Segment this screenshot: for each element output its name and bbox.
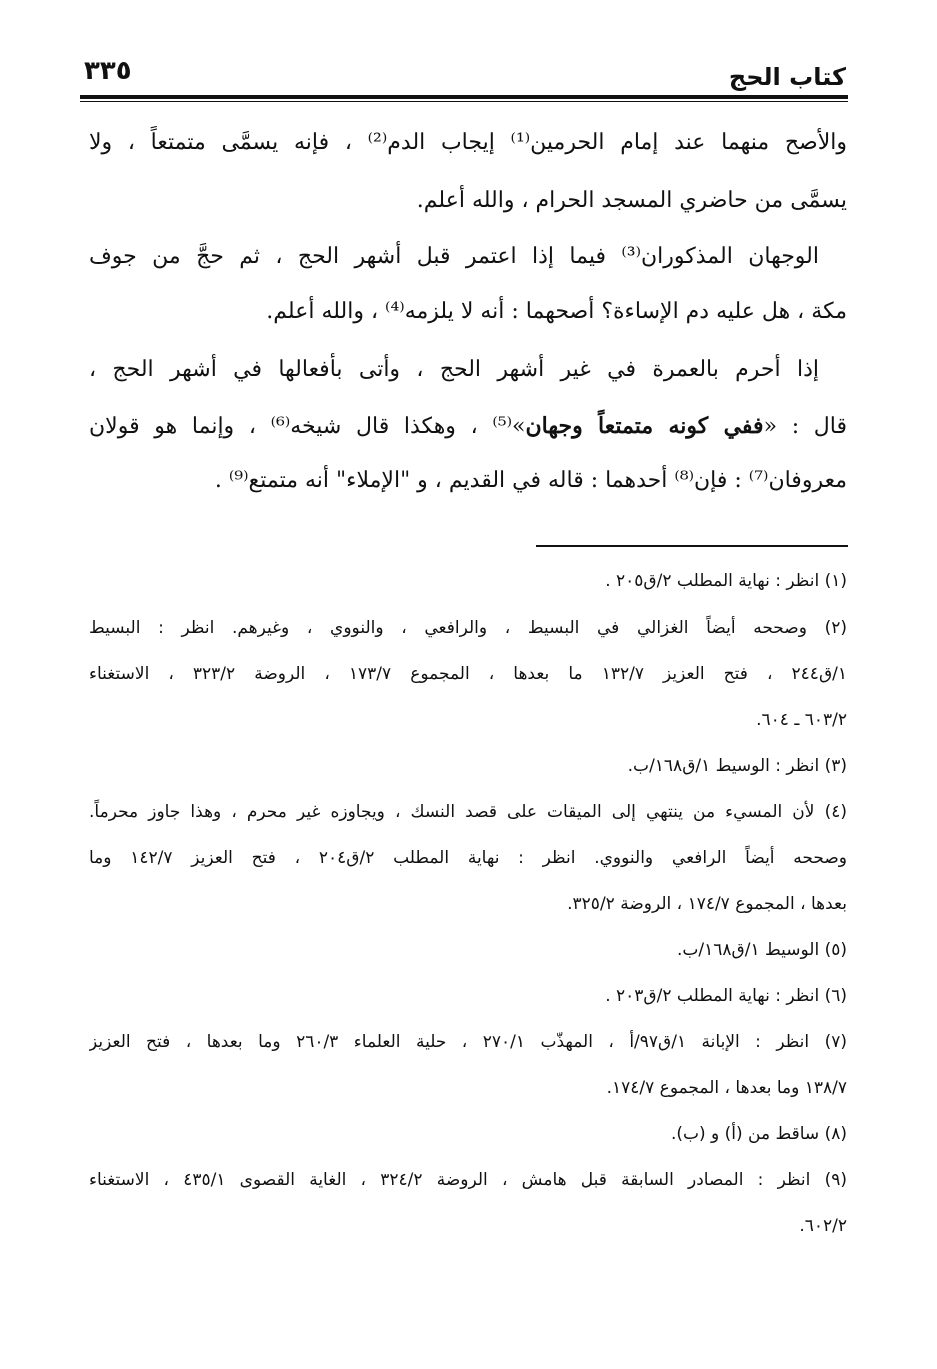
page-number: ٣٣٥: [84, 56, 132, 86]
header-rule-thick: [80, 95, 848, 99]
footnote-line: ٦٠٢/٢.: [799, 1216, 847, 1236]
body-line-5: إذا أحرم بالعمرة في غير أشهر الحج ، وأتى بأفعالها في أشهر الحج ،: [89, 357, 819, 382]
footnote-line: (٧) انظر : الإبانة ١/ق٩٧/أ ، المهذّب ٢٧٠/١ ، حلية العلماء ٢٦٠/٣ وما بعدها ، فتح العزيز: [89, 1032, 847, 1052]
quote-close: »⁽⁵⁾ ،: [455, 414, 526, 439]
quoted-phrase: ففي كونه متمتعاً وجهان: [525, 413, 764, 439]
body-line-4: مكة ، هل عليه دم الإساءة؟ أصحهما : أنه لا يلزمه⁽⁴⁾ ، والله أعلم.: [266, 299, 847, 324]
footnote-line: (٢) وصححه أيضاً الغزالي في البسيط ، والرافعي ، والنووي ، وغيرهم. انظر : البسيط: [89, 618, 847, 638]
body-line-6: [89, 409, 847, 444]
quote-intro: قال : «: [763, 414, 847, 439]
footnote-separator: [536, 545, 848, 547]
footnote-line: ١٣٨/٧ وما بعدها ، المجموع ١٧٤/٧.: [606, 1078, 847, 1098]
footnote-line: ١/ق٢٤٤ ، فتح العزيز ١٣٢/٧ ما بعدها ، المجموع ١٧٣/٧ ، الروضة ٣٢٣/٢ ، الاستغناء: [89, 664, 847, 684]
body-line-6-rest: وهكذا قال شيخه⁽⁶⁾ ، وإنما هو قولان: [89, 414, 456, 439]
footnote-line: (٤) لأن المسيء من ينتهي إلى الميقات على قصد النسك ، ويجاوزه غير محرم ، وهذا جاوز محرماً.: [89, 802, 847, 822]
body-line-3: الوجهان المذكوران⁽³⁾ فيما إذا اعتمر قبل أشهر الحج ، ثم حجَّ من جوف: [89, 244, 819, 269]
body-line-2: يسمَّى من حاضري المسجد الحرام ، والله أعلم.: [416, 188, 847, 213]
header-rule-thin: [80, 101, 848, 102]
footnote-line: (٨) ساقط من (أ) و (ب).: [670, 1124, 847, 1144]
footnote-line: وصححه أيضاً الرافعي والنووي. انظر : نهاية المطلب ٢/ق٢٠٤ ، فتح العزيز ١٤٢/٧ وما: [89, 848, 847, 868]
footnote-line: (٥) الوسيط ١/ق١٦٨/ب.: [676, 940, 847, 960]
running-header: [84, 56, 846, 94]
footnote-line: (٩) انظر : المصادر السابقة قبل هامش ، الروضة ٣٢٤/٢ ، الغاية القصوى ٤٣٥/١ ، الاستغناء: [89, 1170, 847, 1190]
footnote-line: بعدها ، المجموع ١٧٤/٧ ، الروضة ٣٢٥/٢.: [567, 894, 847, 914]
body-line-7: معروفان⁽⁷⁾ : فإن⁽⁸⁾ أحدهما : قاله في القديم ، و "الإملاء" أنه متمتع⁽⁹⁾ .: [214, 468, 847, 493]
footnote-line: (٦) انظر : نهاية المطلب ٢/ق٢٠٣ .: [605, 986, 847, 1006]
body-line-1: والأصح منهما عند إمام الحرمين⁽¹⁾ إيجاب الدم⁽²⁾ ، فإنه يسمَّى متمتعاً ، ولا: [89, 130, 847, 155]
footnote-line: ٦٠٣/٢ ـ ٦٠٤.: [756, 710, 847, 730]
book-title: كتاب الحج: [728, 63, 846, 91]
footnote-line: (٣) انظر : الوسيط ١/ق١٦٨/ب.: [627, 756, 847, 776]
footnote-line: (١) انظر : نهاية المطلب ٢/ق٢٠٥ .: [605, 571, 847, 591]
